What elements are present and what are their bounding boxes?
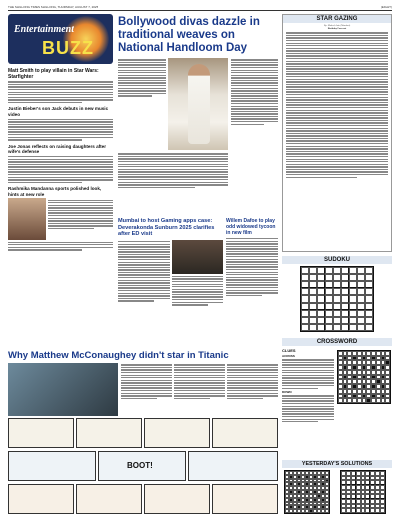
crossword <box>282 338 392 456</box>
sudoku-cell[interactable] <box>301 310 309 317</box>
story-headline: Justin Bieber's son Jack debuts in new music video <box>8 106 109 117</box>
sudoku-cell[interactable] <box>349 274 357 281</box>
sudoku-cell[interactable] <box>341 281 349 288</box>
sudoku-cell[interactable] <box>333 274 341 281</box>
sudoku-cell[interactable] <box>301 303 309 310</box>
comic-panel <box>144 484 210 514</box>
entertainment-buzz-logo <box>8 14 113 64</box>
comic-panel <box>98 451 186 481</box>
sudoku-cell[interactable] <box>357 324 365 331</box>
sudoku-cell[interactable] <box>365 324 373 331</box>
comic-panel <box>8 418 74 448</box>
sudoku-cell[interactable] <box>309 310 317 317</box>
sudoku-cell[interactable] <box>341 324 349 331</box>
gaming-headline: Mumbai to host Gaming apps case: Deverakonda Sunburn 2025 clarifies after ED visit <box>118 218 215 238</box>
clues-title: CLUES <box>282 348 296 353</box>
sudoku-cell[interactable] <box>309 288 317 295</box>
sudoku-cell[interactable] <box>357 281 365 288</box>
sudoku-cell[interactable] <box>333 317 341 324</box>
comics-area <box>8 418 278 515</box>
sudoku-cell[interactable] <box>309 267 317 274</box>
crossword-cell[interactable] <box>385 398 390 403</box>
sudoku-cell[interactable] <box>349 324 357 331</box>
story-joe-jonas <box>8 144 113 184</box>
crossword-clues <box>282 348 334 424</box>
logo-word-2: BUZZ <box>42 38 94 58</box>
sudoku-cell[interactable] <box>301 317 309 324</box>
sudoku-cell[interactable] <box>325 281 333 288</box>
clues-across: ACROSS <box>282 354 295 358</box>
sudoku-cell[interactable] <box>333 281 341 288</box>
sudoku-cell[interactable] <box>309 281 317 288</box>
sudoku-cell[interactable] <box>341 310 349 317</box>
yesterdays-solutions <box>282 460 392 516</box>
star-gazing-title: STAR GAZING <box>283 15 391 23</box>
left-column <box>8 68 113 368</box>
sudoku-cell[interactable] <box>309 274 317 281</box>
story-rashmika <box>8 186 113 251</box>
mcconaughey-body <box>121 363 278 400</box>
clues-down: DOWN <box>282 390 292 395</box>
sudoku-cell[interactable] <box>349 281 357 288</box>
gaming-story <box>118 218 223 348</box>
deverakonda-photo <box>172 240 224 274</box>
sudoku-cell[interactable] <box>357 317 365 324</box>
sudoku-cell[interactable] <box>349 303 357 310</box>
sudoku-cell[interactable] <box>333 324 341 331</box>
sudoku-cell[interactable] <box>365 267 373 274</box>
sudoku-cell[interactable] <box>349 317 357 324</box>
handloom-photo <box>168 58 228 150</box>
yesterday-title: YESTERDAY'S SOLUTIONS <box>282 460 392 468</box>
sudoku-cell[interactable] <box>325 303 333 310</box>
sudoku-cell[interactable] <box>349 295 357 302</box>
sudoku-cell[interactable] <box>317 281 325 288</box>
sudoku-cell[interactable] <box>333 303 341 310</box>
solution-sudoku-grid <box>340 470 386 514</box>
sudoku-cell[interactable] <box>357 310 365 317</box>
solution-sudoku-cell <box>380 508 385 513</box>
comic-panel <box>212 484 278 514</box>
mcconaughey-photo <box>8 363 118 416</box>
sudoku-cell[interactable] <box>333 288 341 295</box>
sudoku-cell[interactable] <box>349 288 357 295</box>
masthead-right: (EIGHT) <box>380 5 392 9</box>
sudoku-cell[interactable] <box>341 295 349 302</box>
sudoku-grid[interactable] <box>300 266 374 332</box>
photo-figure <box>188 64 210 144</box>
sudoku-cell[interactable] <box>301 274 309 281</box>
sudoku-cell[interactable] <box>309 317 317 324</box>
sudoku-cell[interactable] <box>301 288 309 295</box>
sudoku-cell[interactable] <box>325 317 333 324</box>
sudoku-cell[interactable] <box>365 281 373 288</box>
handloom-story <box>118 58 278 218</box>
sudoku-cell[interactable] <box>317 317 325 324</box>
sudoku-cell[interactable] <box>317 267 325 274</box>
sudoku-cell[interactable] <box>365 274 373 281</box>
sudoku-cell[interactable] <box>317 324 325 331</box>
sudoku-cell[interactable] <box>325 274 333 281</box>
sudoku-cell[interactable] <box>309 324 317 331</box>
sudoku-cell[interactable] <box>357 267 365 274</box>
sudoku-cell[interactable] <box>349 267 357 274</box>
sudoku-cell[interactable] <box>341 267 349 274</box>
handloom-col-3 <box>231 58 278 126</box>
story-justin-bieber <box>8 106 113 140</box>
sudoku-cell[interactable] <box>349 310 357 317</box>
sudoku-cell[interactable] <box>317 274 325 281</box>
comic-panel <box>8 484 74 514</box>
comic-panel <box>188 451 278 481</box>
sudoku-cell[interactable] <box>301 267 309 274</box>
sudoku-cell[interactable] <box>341 303 349 310</box>
handloom-col-1 <box>118 58 166 98</box>
sudoku-cell[interactable] <box>309 303 317 310</box>
comic-panel <box>8 451 96 481</box>
comic-sound-effect: BOOT! <box>127 461 153 470</box>
logo-word-1: Entertainment <box>14 24 75 35</box>
sudoku-cell[interactable] <box>325 324 333 331</box>
sudoku-cell[interactable] <box>317 295 325 302</box>
willem-headline: Willem Dafoe to play odd widowed tycoon in new film <box>226 218 276 236</box>
story-matt-smith <box>8 68 113 103</box>
sudoku-cell[interactable] <box>317 288 325 295</box>
sudoku-cell[interactable] <box>317 310 325 317</box>
sudoku-cell[interactable] <box>341 274 349 281</box>
sudoku-cell[interactable] <box>357 303 365 310</box>
sudoku-cell[interactable] <box>333 295 341 302</box>
sudoku-cell[interactable] <box>301 295 309 302</box>
star-gazing <box>282 14 392 252</box>
sudoku-cell[interactable] <box>325 310 333 317</box>
willem-story <box>226 218 278 348</box>
sudoku-cell[interactable] <box>357 288 365 295</box>
sudoku-cell[interactable] <box>357 295 365 302</box>
sudoku-cell[interactable] <box>341 317 349 324</box>
star-gazing-subtitle: Birthday Forecast <box>327 27 347 30</box>
sudoku-cell[interactable] <box>365 317 373 324</box>
sudoku-cell[interactable] <box>301 281 309 288</box>
handloom-col-1-lower <box>118 152 228 189</box>
sudoku-cell[interactable] <box>341 288 349 295</box>
sudoku-cell[interactable] <box>301 324 309 331</box>
sudoku-cell[interactable] <box>333 267 341 274</box>
comic-panel <box>212 418 278 448</box>
crossword-cell[interactable] <box>325 509 329 513</box>
solution-crossword-grid <box>284 470 330 514</box>
comic-panel <box>144 418 210 448</box>
sudoku-cell[interactable] <box>333 310 341 317</box>
main-headline: Bollywood divas dazzle in traditional weaves on National Handloom Day <box>118 16 260 54</box>
mcconaughey-story <box>8 350 278 416</box>
sudoku-cell[interactable] <box>325 267 333 274</box>
star-gazing-byline: By: Mahesh Jain (Mumbai) <box>323 24 351 27</box>
sudoku-cell[interactable] <box>365 310 373 317</box>
comic-panel <box>76 418 142 448</box>
sudoku-cell[interactable] <box>317 303 325 310</box>
mcconaughey-headline: Why Matthew McConaughey didn't star in Titanic <box>8 350 229 361</box>
sudoku-cell[interactable] <box>365 303 373 310</box>
sudoku <box>282 256 392 334</box>
masthead <box>8 5 392 11</box>
story-headline: Rashmika Mandanna sports polished look, hints at new role <box>8 186 102 197</box>
sudoku-cell[interactable] <box>365 288 373 295</box>
sudoku-cell[interactable] <box>357 274 365 281</box>
crossword-title: CROSSWORD <box>282 338 392 346</box>
masthead-left: THE SHILLONG TIMES SHILLONG, THURSDAY, AUGUST 7, 2025 <box>8 5 99 9</box>
sudoku-cell[interactable] <box>325 295 333 302</box>
sudoku-cell[interactable] <box>309 295 317 302</box>
comic-panel <box>76 484 142 514</box>
sudoku-cell[interactable] <box>325 288 333 295</box>
sudoku-cell[interactable] <box>365 295 373 302</box>
story-headline: Joe Jonas reflects on raising daughters after wife's defense <box>8 143 107 155</box>
rashmika-photo <box>8 198 46 240</box>
sudoku-title: SUDOKU <box>282 256 392 264</box>
story-headline: Matt Smith to play villain in Star Wars: Starfighter <box>8 68 99 80</box>
crossword-grid[interactable] <box>337 350 391 404</box>
